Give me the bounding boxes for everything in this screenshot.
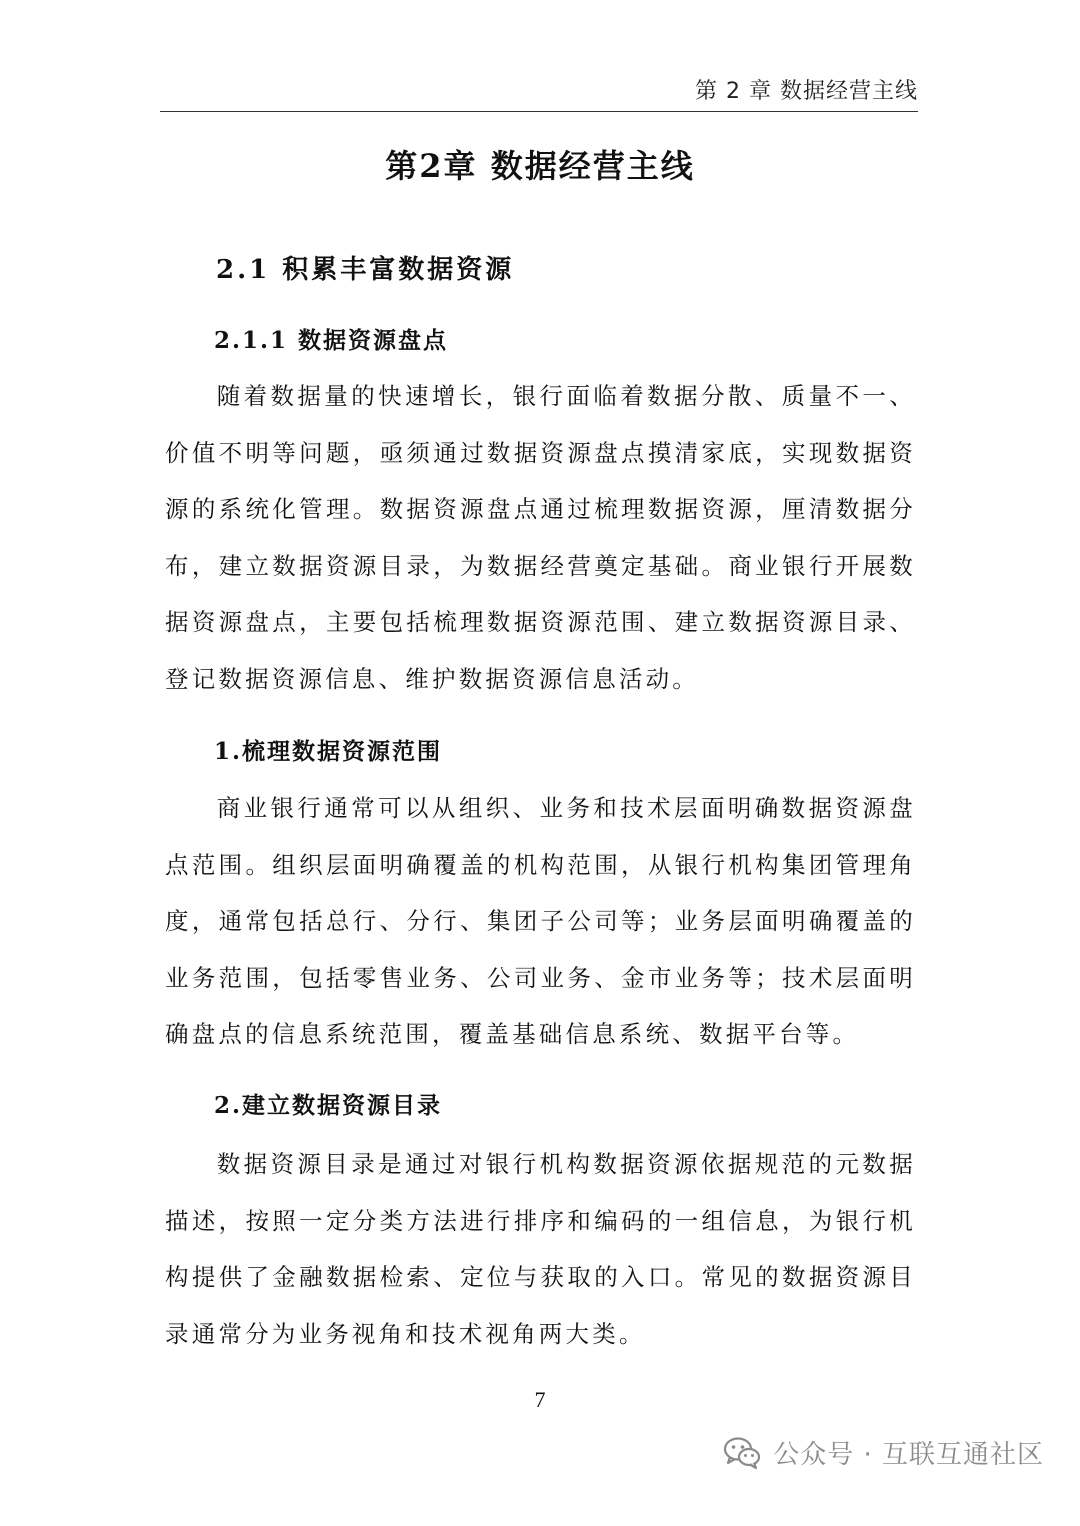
watermark-text: 公众号 · 互联互通社区 [773,1440,1044,1470]
watermark [723,1434,1044,1471]
item-heading-2: 2.建立数据资源目录 [214,1092,443,1119]
running-header: 第 2 章 数据经营主线 [695,79,918,104]
wechat-icon [723,1436,761,1470]
chapter-title: 第2章 数据经营主线 [385,147,695,185]
section-heading: 2.1 积累丰富数据资源 [216,255,515,285]
page-number: 7 [534,1387,546,1412]
intro-paragraph: 随着数据量的快速增长，银行面临着数据分散、质量不一、价值不明等问题，亟须通过数据资源盘点摸清家底，实现数据资源的系统化管理。数据资源盘点通过梳理数据资源，厘清数据分布，建立数据资源目录，为数据经营奠定基础。商业银行开展数据资源盘点，主要包括梳理数据资源范围、建立数据资源目录、登记数据资源信息、维护数据资源信息活动。 [165,382,916,693]
header-rule [160,111,918,112]
item-heading-1: 1.梳理数据资源范围 [214,738,443,765]
subsection-heading: 2.1.1 数据资源盘点 [214,327,449,354]
item-paragraph-2: 数据资源目录是通过对银行机构数据资源依据规范的元数据描述，按照一定分类方法进行排序和编码的一组信息，为银行机构提供了金融数据检索、定位与获取的入口。常见的数据资源目录通常分为业务视角和技术视角两大类。 [165,1150,916,1348]
item-paragraph-1: 商业银行通常可以从组织、业务和技术层面明确数据资源盘点范围。组织层面明确覆盖的机构范围，从银行机构集团管理角度，通常包括总行、分行、集团子公司等；业务层面明确覆盖的业务范围，包括零售业务、公司业务、金市业务等；技术层面明确盘点的信息系统范围，覆盖基础信息系统、数据平台等。 [165,794,916,1048]
